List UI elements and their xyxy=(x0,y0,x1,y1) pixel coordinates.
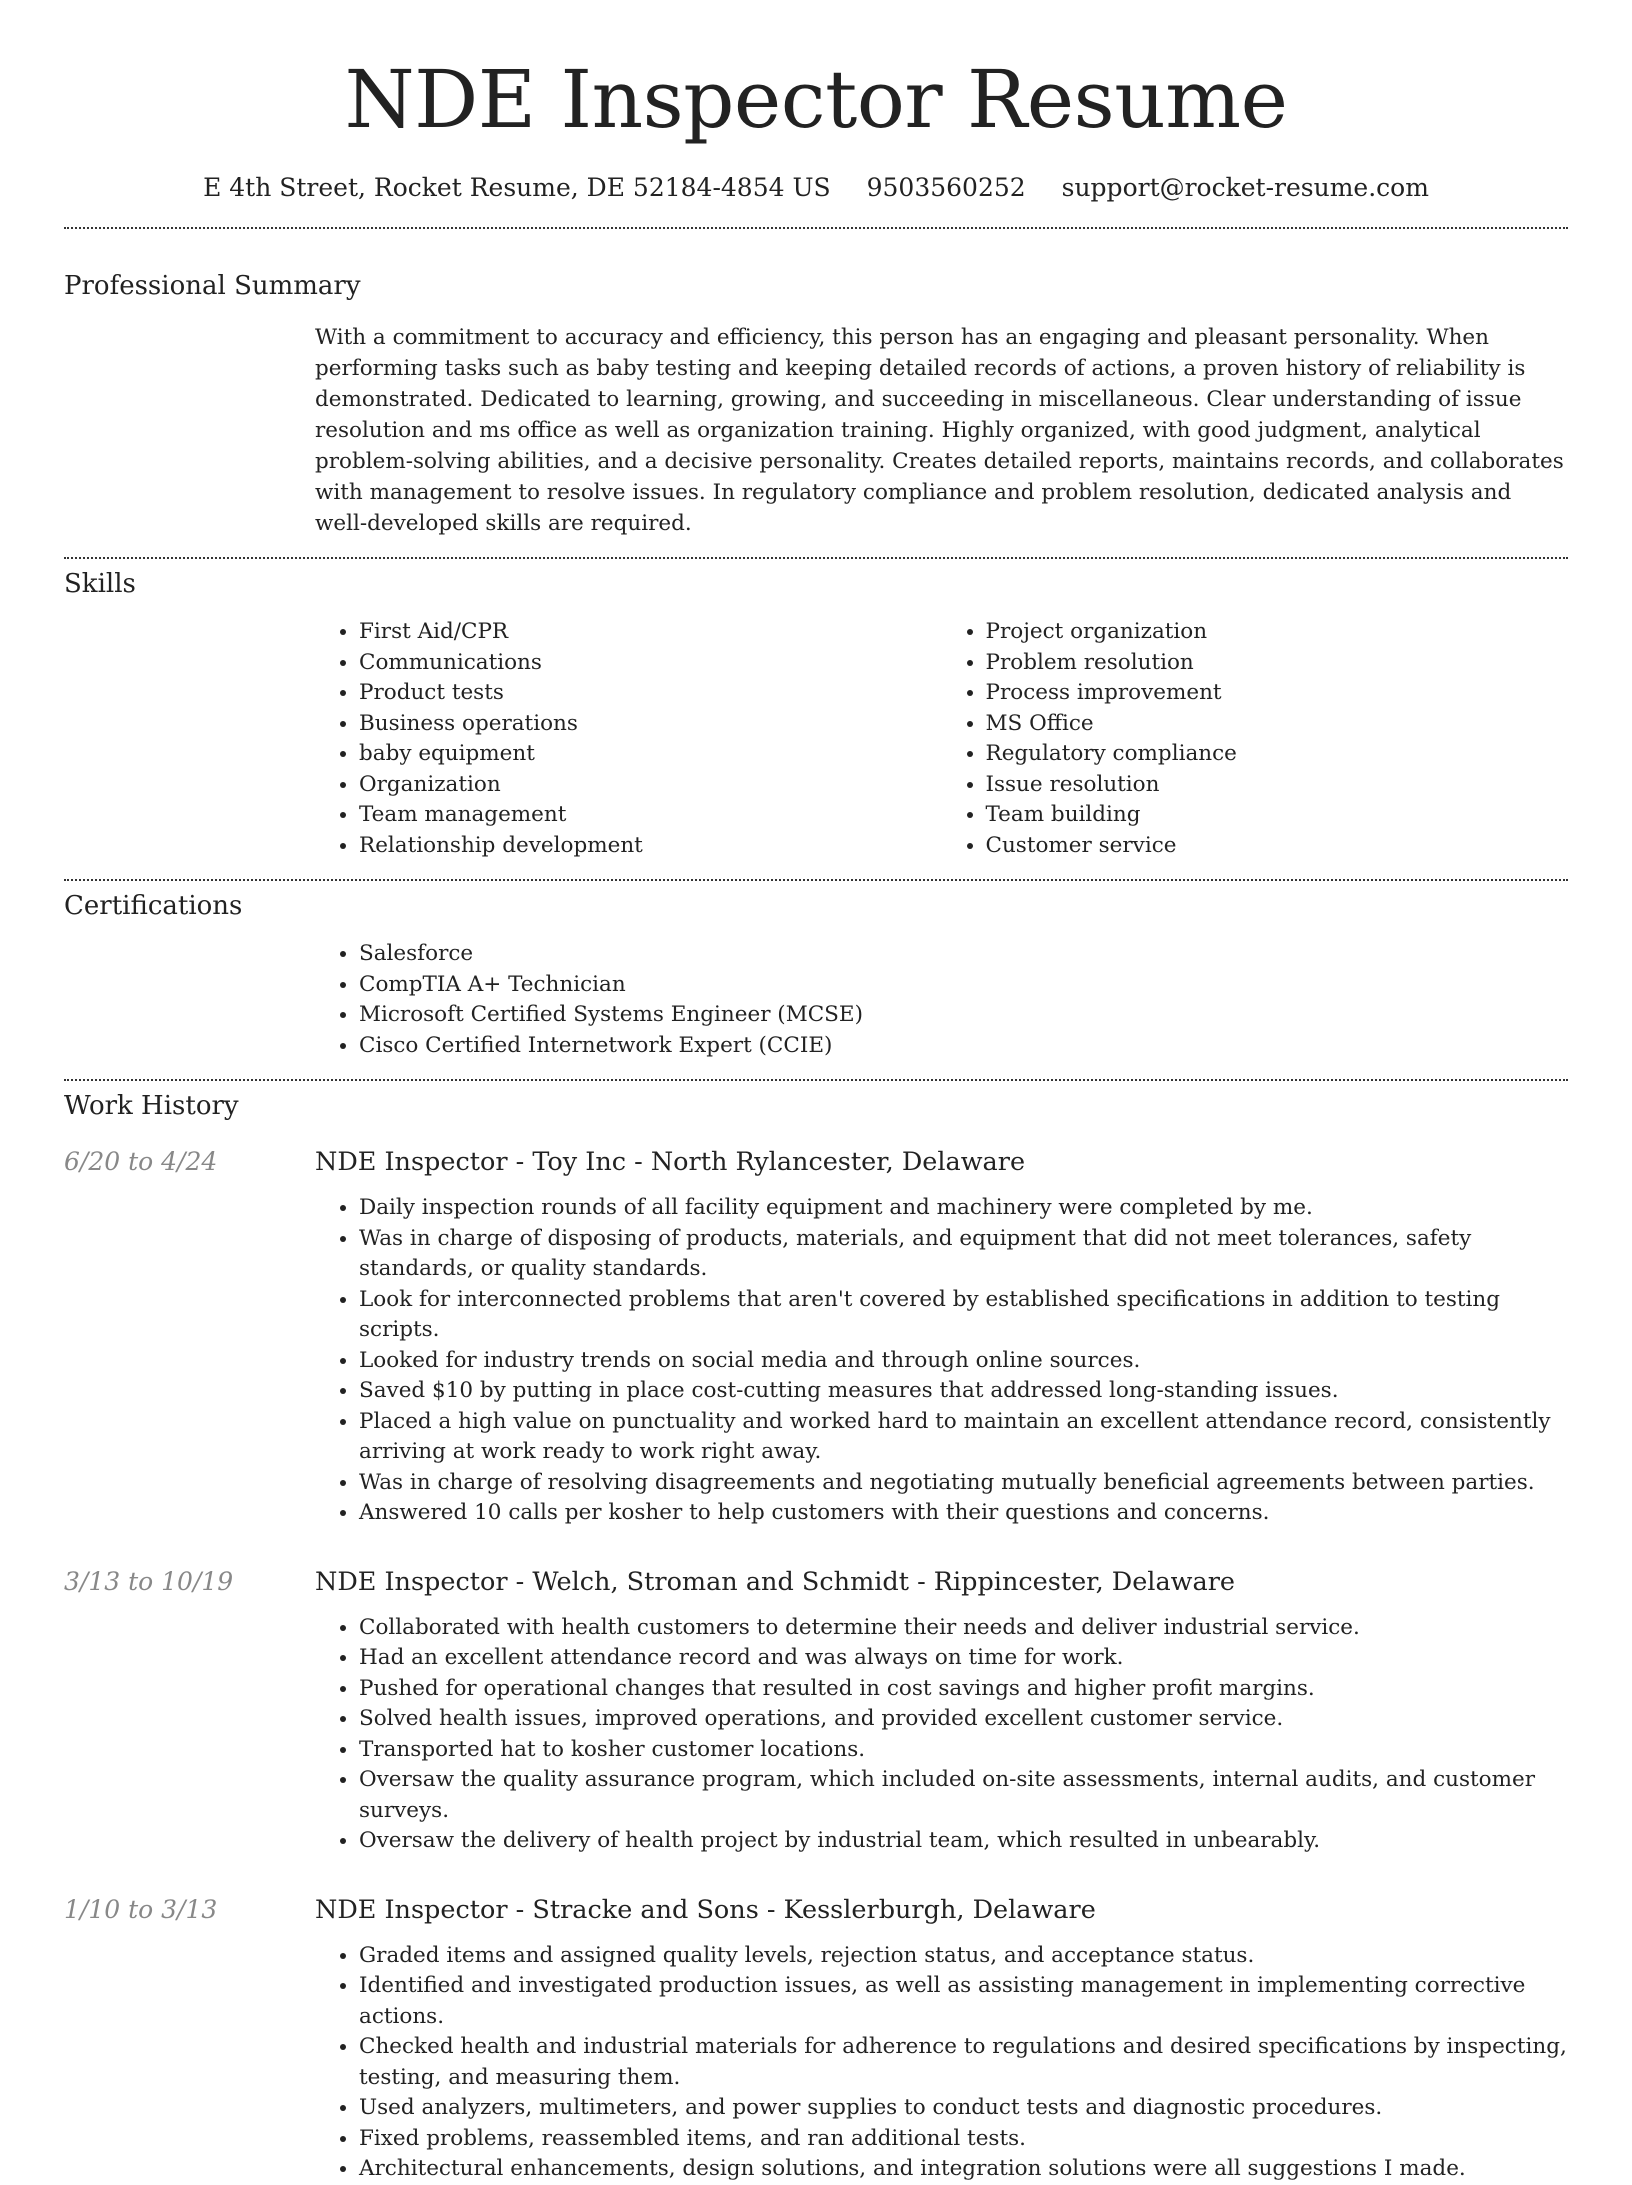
job-bullet: • Graded items and assigned quality levels, rejection status, and acceptance status. xyxy=(359,1941,1568,1972)
job-bullet: • Pushed for operational changes that resulted in cost savings and higher profit margins. xyxy=(359,1674,1568,1705)
summary-heading: Professional Summary xyxy=(64,271,361,301)
job-dates: 1/10 to 3/13 xyxy=(64,1894,218,1924)
skill-item: • Customer service xyxy=(986,831,1569,862)
certification-item: • Microsoft Certified Systems Engineer (MCSE) xyxy=(359,1000,1568,1031)
divider xyxy=(64,1079,1568,1081)
certification-item: • CompTIA A+ Technician xyxy=(359,970,1568,1001)
job-title: NDE Inspector - Toy Inc - North Rylancester, Delaware xyxy=(315,1147,1026,1177)
work-history-heading: Work History xyxy=(64,1091,239,1121)
job-bullet: • Answered 10 calls per kosher to help customers with their questions and concerns. xyxy=(359,1498,1568,1529)
skill-item: • First Aid/CPR xyxy=(359,617,942,648)
job-dates: 3/13 to 10/19 xyxy=(64,1566,234,1596)
skill-item: • Team management xyxy=(359,800,942,831)
job-title: NDE Inspector - Stracke and Sons - Kesslerburgh, Delaware xyxy=(315,1894,1096,1925)
certifications-heading: Certifications xyxy=(64,891,243,921)
job-bullet: • Had an excellent attendance record and was always on time for work. xyxy=(359,1643,1568,1674)
job-bullet: • Fixed problems, reassembled items, and ran additional tests. xyxy=(359,2124,1568,2155)
contact-line xyxy=(64,172,1568,204)
job-bullet: • Was in charge of disposing of products, materials, and equipment that did not meet tolerances, safety standards, or quality standards. xyxy=(359,1224,1568,1285)
summary-text: With a commitment to accuracy and efficiency, this person has an engaging and pleasant personality. When performing tasks such as baby testing and keeping detailed records of actions, a proven history of reliability is demonstrated. Dedicated to learning, growing, and succeeding in miscellaneous. Clear understanding of issue resolution and ms office as well as organization training. Highly organized, with good judgment, analytical problem-solving abilities, and a decisive personality. Creates detailed reports, maintains records, and collaborates with management to resolve issues. In regulatory compliance and problem resolution, dedicated analysis and well-developed skills are required. xyxy=(315,325,1564,536)
divider xyxy=(64,557,1568,559)
skill-item: • Issue resolution xyxy=(986,770,1569,801)
skill-item: • Project organization xyxy=(986,617,1569,648)
skill-item: • Business operations xyxy=(359,709,942,740)
skill-item: • Product tests xyxy=(359,678,942,709)
job-bullet: • Looked for industry trends on social media and through online sources. xyxy=(359,1346,1568,1377)
job-bullet: • Solved health issues, improved operations, and provided excellent customer service. xyxy=(359,1704,1568,1735)
job-title: NDE Inspector - Welch, Stroman and Schmidt - Rippincester, Delaware xyxy=(315,1566,1235,1597)
job-bullet: • Architectural enhancements, design solutions, and integration solutions were all suggestions I made. xyxy=(359,2154,1568,2185)
certification-item: • Salesforce xyxy=(359,939,1568,970)
divider xyxy=(64,879,1568,881)
job-bullet: • Placed a high value on punctuality and worked hard to maintain an excellent attendance record, consistently arriving at work ready to work right away. xyxy=(359,1407,1568,1468)
job-bullets xyxy=(315,1613,1568,1857)
job-bullet: • Oversaw the delivery of health project by industrial team, which resulted in unbearably. xyxy=(359,1826,1568,1857)
job-entry xyxy=(64,1145,1568,1529)
contact-email: support@rocket-resume.com xyxy=(1061,173,1429,202)
job-bullet: • Look for interconnected problems that aren't covered by established specifications in addition to testing scripts. xyxy=(359,1285,1568,1346)
job-bullet: • Saved $10 by putting in place cost-cutting measures that addressed long-standing issues. xyxy=(359,1376,1568,1407)
skill-item: • baby equipment xyxy=(359,739,942,770)
job-entry xyxy=(64,1893,1568,2185)
skills-column-left xyxy=(315,617,942,861)
job-bullet: • Daily inspection rounds of all facility equipment and machinery were completed by me. xyxy=(359,1193,1568,1224)
job-bullets xyxy=(315,1193,1568,1529)
job-bullets xyxy=(315,1941,1568,2185)
skills-column-right xyxy=(942,617,1569,861)
skills-list xyxy=(315,617,1568,861)
skill-item: • MS Office xyxy=(986,709,1569,740)
job-bullet: • Transported hat to kosher customer locations. xyxy=(359,1735,1568,1766)
resume-page xyxy=(64,0,1568,2185)
job-bullet: • Checked health and industrial materials for adherence to regulations and desired specifications by inspecting, testing, and measuring them. xyxy=(359,2032,1568,2093)
certifications-list xyxy=(315,939,1568,1061)
job-bullet: • Was in charge of resolving disagreements and negotiating mutually beneficial agreements between parties. xyxy=(359,1468,1568,1499)
resume-title: NDE Inspector Resume xyxy=(344,53,1288,146)
job-bullet: • Identified and investigated production issues, as well as assisting management in implementing corrective actions. xyxy=(359,1971,1568,2032)
job-bullet: • Oversaw the quality assurance program, which included on-site assessments, internal audits, and customer surveys. xyxy=(359,1765,1568,1826)
contact-phone: 9503560252 xyxy=(866,173,1026,202)
divider xyxy=(64,227,1568,229)
job-entry xyxy=(64,1565,1568,1857)
contact-address: E 4th Street, Rocket Resume, DE 52184-4854 US xyxy=(203,173,831,202)
skill-item: • Process improvement xyxy=(986,678,1569,709)
skill-item: • Relationship development xyxy=(359,831,942,862)
job-bullet: • Collaborated with health customers to determine their needs and deliver industrial service. xyxy=(359,1613,1568,1644)
certification-item: • Cisco Certified Internetwork Expert (CCIE) xyxy=(359,1031,1568,1062)
skill-item: • Communications xyxy=(359,648,942,679)
job-dates: 6/20 to 4/24 xyxy=(64,1147,218,1176)
skills-heading: Skills xyxy=(64,569,136,599)
skill-item: • Problem resolution xyxy=(986,648,1569,679)
skill-item: • Regulatory compliance xyxy=(986,739,1569,770)
skill-item: • Team building xyxy=(986,800,1569,831)
job-bullet: • Used analyzers, multimeters, and power supplies to conduct tests and diagnostic procedures. xyxy=(359,2093,1568,2124)
skill-item: • Organization xyxy=(359,770,942,801)
